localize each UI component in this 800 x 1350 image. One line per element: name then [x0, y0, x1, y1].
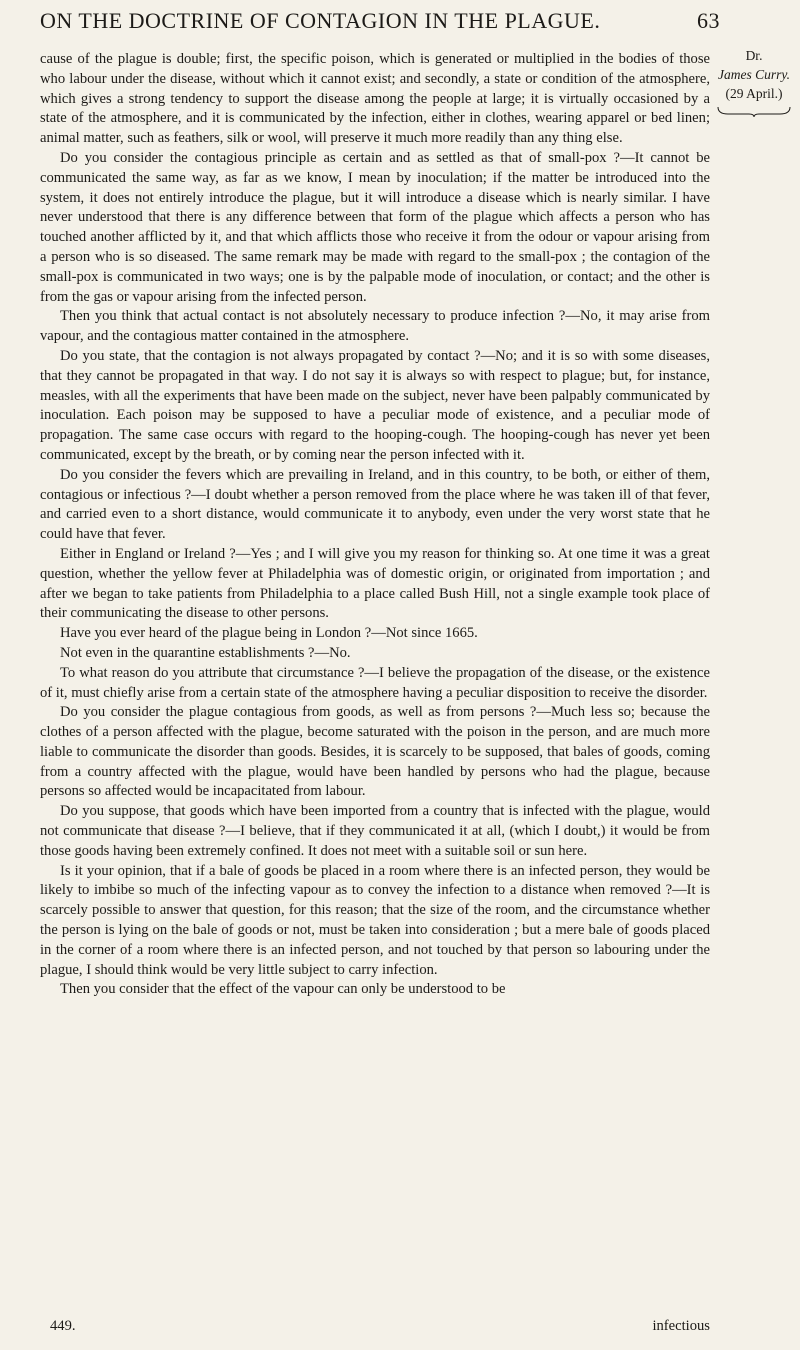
- paragraph: Have you ever heard of the plague being in London ?—Not since 1665.: [60, 625, 478, 642]
- running-title: ON THE DOCTRINE OF CONTAGION IN THE PLAGUE.: [40, 8, 601, 33]
- page-number: 63: [697, 8, 720, 33]
- curly-brace-icon: [716, 105, 792, 117]
- paragraph: Do you state, that the contagion is not always propagated by contact ?—No; and it is so with some diseases, that they cannot be propagated in that way. I do not say it is always so with respect to plague; but, for instance, measles, with all the experiments that have been made on the subject, never have been palpably communicated by inoculation. Each poison may be supposed to have a peculiar mode of existence, and a peculiar mode of propagation. The same case occurs with regard to the hooping-cough. The hooping-cough has never yet been communicated, except by the breath, or by coming near the person infected with it.: [40, 347, 710, 463]
- paragraph: Either in England or Ireland ?—Yes ; and I will give you my reason for thinking so. At one time it was a great question, whether the yellow fever at Philadelphia was of domestic origin, or originated from importation ; and after we began to take patients from Philadelphia to a place called Bush Hill, not a single example took place of their communicating the disease to other persons.: [40, 545, 710, 622]
- paragraph: Do you suppose, that goods which have been imported from a country that is infected with the plague, would not communicate that disease ?—I believe, that if they communicated it at all, (which I doubt,) it would be from those goods having been extremely confined. It does not meet with a suitable soil or sun here.: [40, 803, 710, 859]
- margin-note-date: (29 April.): [725, 86, 783, 101]
- signature-mark: 449.: [50, 1318, 76, 1334]
- paragraph: Then you think that actual contact is not absolutely necessary to produce infection ?—No, it may arise from vapour, and the contagious matter contained in the atmosphere.: [40, 308, 710, 345]
- paragraph: To what reason do you attribute that circumstance ?—I believe the propagation of the disease, or the existence of it, must chiefly arise from a certain state of the atmosphere having a peculiar disposition to receive the disorder.: [40, 664, 710, 701]
- paragraph: Not even in the quarantine establishments ?—No.: [60, 644, 351, 661]
- paragraph: Is it your opinion, that if a bale of goods be placed in a room where there is an infected person, they would be likely to imbibe so much of the infecting vapour as to convey the infection to a distance when removed ?—It is scarcely possible to answer that question, for this reason; that the size of the room, and the circumstance whether the person is lying on the bale of goods or not, must be taken into consideration ; but a mere bale of goods placed in the corner of a room where there is an infected person, and not touched by that person so labouring under the plague, I should think would be very little subject to carry infection.: [40, 862, 710, 978]
- paragraph: Do you consider the plague contagious from goods, as well as from persons ?—Much less so; because the clothes of a person affected with the plague, become saturated with the poison in the person, and are much more liable to communicate the disorder than goods. Besides, it is scarcely to be supposed, that bales of goods, coming from a country affected with the plague, would have been handled by persons who had the plague, because persons so affected would be incapacitated from labour.: [40, 704, 710, 800]
- margin-note-title: Dr.: [745, 48, 763, 63]
- catchword: infectious: [652, 1318, 710, 1334]
- paragraph: Do you consider the contagious principle as certain and as settled as that of small-pox ?—It cannot be communicated the same way, as far as we know, I mean by inoculation; if the matter be introduced into the system, it does not entirely introduce the plague, but it will introduce a disease which is nearly similar. I have never understood that there is any difference between that form of the plague which affects a person who has touched another afflicted by it, and that which afflicts those who receive it from the odour or vapour arising from a person who is so diseased. The same remark may be made with regard to the small-pox ; the contagion of the small-pox is communicated in two ways; one is by the palpable mode of inoculation, or contact; and the other is from the gas or vapour arising from the infected person.: [40, 149, 710, 305]
- body-text: [40, 50, 710, 1000]
- paragraph: Do you consider the fevers which are prevailing in Ireland, and in this country, to be both, or either of them, contagious or infectious ?—I doubt whether a person removed from the place where he was taken ill of that fever, and carried even to a short distance, would communicate it to anybody, even under the very worst state that he could have that fever.: [40, 466, 710, 543]
- paragraph: cause of the plague is double; first, the specific poison, which is generated or multiplied in the bodies of those who labour under the disease, without which it cannot exist; and secondly, a state or condition of the atmosphere, which gives a strong tendency to support the disease among the people at large; it is virtually occasioned by a state of the atmosphere, and it is communicated by the infection, either in clothes, wearing apparel or bed linen; animal matter, such as feathers, silk or wool, will preserve it much more readily than any thing else.: [40, 51, 710, 147]
- paragraph: Then you consider that the effect of the vapour can only be understood to be: [60, 981, 506, 998]
- margin-note-name: James Curry.: [718, 67, 790, 82]
- margin-note: [712, 46, 796, 117]
